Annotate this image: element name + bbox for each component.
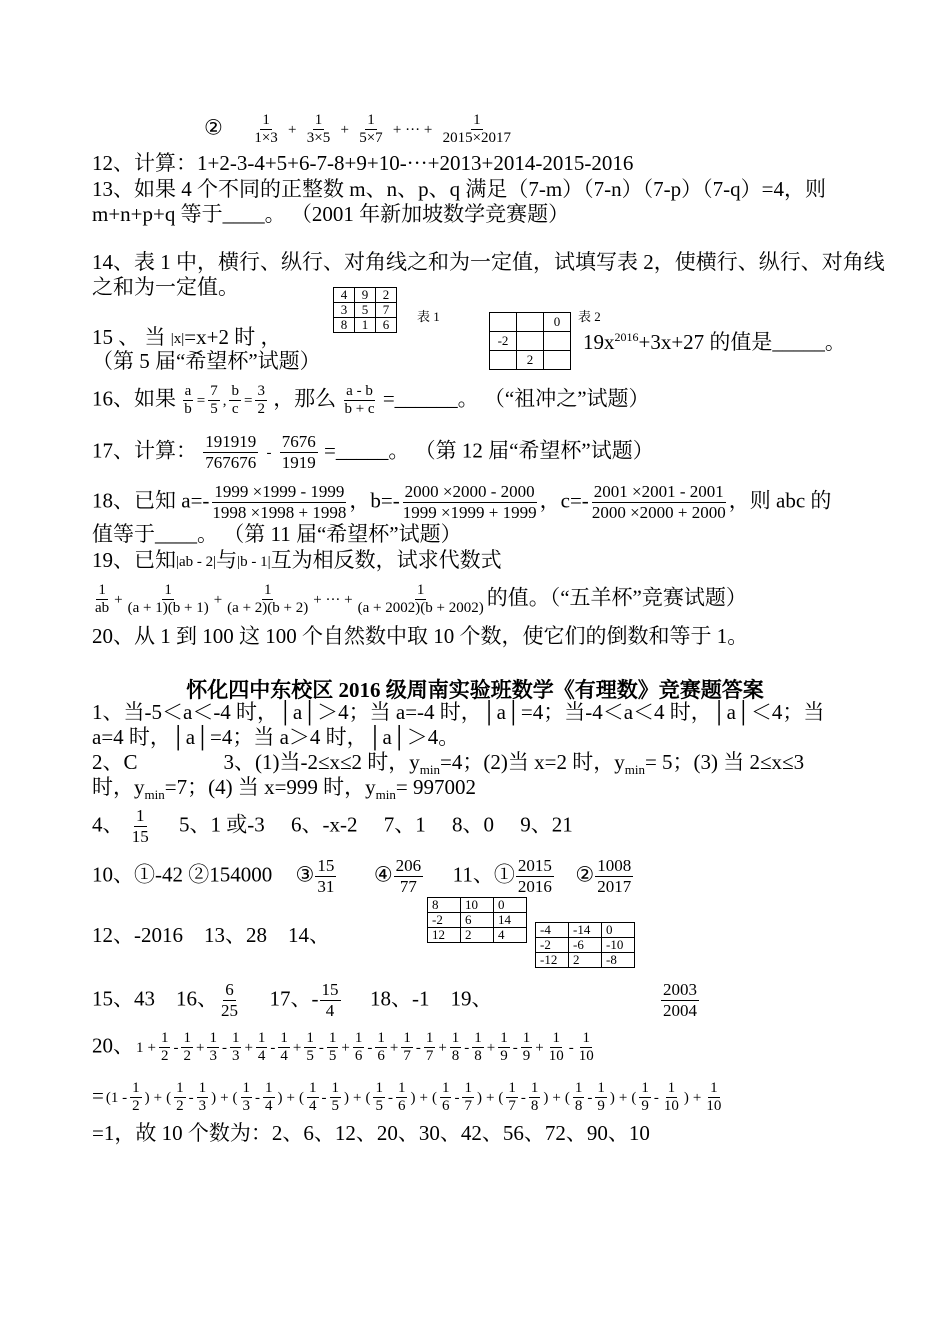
problem-16: 16、如果 $\frac{a}{b}$ = $\frac{7}{5}$ , $\frac{b}{c}$ = $\frac{3}{2}$ ，那么 $\frac{a - b}{b + c}$ =______。 （“祖冲之”试题）	[92, 383, 650, 417]
fraction: $\frac{1}{9}$	[597, 1080, 605, 1114]
operator: +	[486, 1039, 496, 1056]
operator: +	[195, 1039, 205, 1056]
fraction: $\frac{1}{10}$	[548, 1030, 564, 1064]
fraction: $\frac{1}{5}$	[306, 1030, 314, 1064]
fraction: $\frac{1}{2}$	[160, 1030, 169, 1064]
problem-14-line1: 14、表 1 中，横行、纵行、对角线之和为一定值，试填写表 2，使横行、纵行、对角线	[92, 250, 885, 274]
operator: 1	[136, 1039, 144, 1056]
answers-12-14: 12、-2016 13、28 14、	[92, 923, 330, 947]
operator: -	[270, 1039, 276, 1056]
fraction: $\frac{1}{9}$	[641, 1080, 649, 1114]
fraction: $\frac{1}{4}$	[265, 1080, 273, 1114]
fraction: $\frac{1}{8}$	[530, 1080, 539, 1114]
operator: (	[232, 1089, 238, 1106]
operator: -	[454, 1089, 460, 1106]
fraction: $\frac{1}{9}$	[522, 1030, 531, 1064]
operator: (1 -	[105, 1089, 128, 1106]
fraction: $\frac{1}{6}$	[397, 1080, 406, 1114]
fraction: $\frac{1}{6}$	[441, 1080, 450, 1114]
fraction: $\frac{1}{4}$	[257, 1030, 266, 1064]
operator: -	[653, 1089, 659, 1106]
problem-11-part-2: ② $\frac{1}{1\times 3}$ + $\frac{1}{3\times 5}$ + $\frac{1}{5\times 7}$ + ··· + $\frac{1}{2015\times 2017}$	[204, 112, 512, 146]
operator: -	[587, 1089, 593, 1106]
fraction: $\frac{1}{6}$	[377, 1030, 385, 1064]
operator: (	[166, 1089, 172, 1106]
problem-15-expression: $19x^{2016}+3x+27$ 的值是_____。	[583, 330, 846, 354]
operator: )	[543, 1089, 549, 1106]
operator: (	[498, 1089, 504, 1106]
fraction: $\frac{1}{7}$	[403, 1030, 411, 1064]
operator: -	[568, 1039, 574, 1056]
problem-18-line2: 值等于____。 （第 11 届“希望杯”试题）	[92, 522, 462, 546]
operator: -	[520, 1089, 526, 1106]
operator: )	[476, 1089, 482, 1106]
magic-square-table-1: 4 9 2 3 5 7 8 1 6	[333, 287, 397, 333]
fraction: $\frac{1}{3}$	[198, 1080, 207, 1114]
problem-20: 20、从 1 到 100 这 100 个自然数中取 10 个数，使它们的倒数和等于 1。	[92, 624, 749, 648]
problem-13-line2: m+n+p+q 等于____。 （2001 年新加坡数学竞赛题）	[92, 202, 570, 226]
fraction: $\frac{1}{8}$	[451, 1030, 460, 1064]
operator: (	[299, 1089, 304, 1106]
operator: +	[438, 1039, 447, 1056]
answer-19-fraction: $\frac{2003}{2004}$	[663, 980, 697, 1020]
operator: +	[552, 1089, 561, 1106]
answer-20-row2: = (1 - $\frac{1}{2}$ ) + ( $\frac{1}{2}$ - $\frac{1}{3}$ ) + ( $\frac{1}{3}$ - $\frac{1}{4}$ ) + ( $\frac{1}{4}$ - $\frac{1}{5}$ ) + ( $\frac{1}{5}$ - $\frac{1}{6}$ ) + ( $\frac{1}{6}$ - $\frac{1}{7}$ ) + ( $\frac{1}{7}$ - $\frac{1}{8}$ ) + ( $\frac{1}{8}$ - $\frac{1}{9}$ ) + ( $\frac{1}{9}$ - $\frac{1}{10}$ ) + $\frac{1}{10}$	[92, 1080, 722, 1114]
operator: +	[485, 1089, 495, 1106]
fraction: $\frac{1}{3}$	[231, 1030, 240, 1064]
operator: +	[353, 1089, 362, 1106]
operator: -	[464, 1039, 470, 1056]
operator: )	[277, 1089, 283, 1106]
problem-19-line1: 19、已知|ab - 2|与|b - 1|互为相反数，试求代数式	[92, 548, 502, 572]
operator: -	[387, 1089, 393, 1106]
answer-20-row1: 20、 1 + $\frac{1}{2}$ - $\frac{1}{2}$ + $\frac{1}{3}$ - $\frac{1}{3}$ + $\frac{1}{4}$ - $\frac{1}{4}$ + $\frac{1}{5}$ - $\frac{1}{5}$ + $\frac{1}{6}$ - $\frac{1}{6}$ + $\frac{1}{7}$ - $\frac{1}{7}$ + $\frac{1}{8}$ - $\frac{1}{8}$ + $\frac{1}{9}$ - $\frac{1}{9}$ + $\frac{1}{10}$ - $\frac{1}{10}$	[92, 1030, 594, 1064]
fraction: $\frac{1}{5}$	[331, 1080, 339, 1114]
operator: +	[220, 1089, 229, 1106]
fraction: $\frac{1}{8}$	[574, 1080, 583, 1114]
operator: +	[618, 1089, 628, 1106]
operator: -	[367, 1039, 373, 1056]
fraction: $\frac{1}{2}$	[176, 1080, 184, 1114]
table-2-label: 表 2	[578, 309, 601, 324]
answers-title: 怀化四中东校区 2016 级周南实验班数学《有理数》竞赛题答案	[186, 678, 764, 702]
fraction: $\frac{1}{4}$	[280, 1030, 288, 1064]
fraction: $\frac{1}{5\times 7}$	[359, 112, 383, 146]
problem-12: 12、计算：1+2-3-4+5+6-7-8+9+10-···+2013+2014-2015-2016	[92, 151, 634, 175]
fraction: $\frac{1}{8}$	[474, 1030, 482, 1064]
operator: (	[431, 1089, 437, 1106]
problem-18-line1: 18、已知 a=- $\frac{1999 \times 1999 - 1999}{1998 \times 1998 + 1998}$ ，b=- $\frac{2000 \times 2000 - 2000}{1999 \times 1999 + 1999}$ ，c=- $\frac{2001 \times 2001 - 2001}{2000 \times 2000 + 2000}$ ，则 abc 的	[92, 482, 832, 522]
magic-square-table-2: 0 -2 2	[489, 312, 571, 370]
operator: -	[415, 1039, 421, 1056]
problem-15-line1: 15 、 当 |x|=x+2 时 ，	[92, 325, 282, 349]
fraction: $\frac{1}{2015\times 2017}$	[442, 112, 512, 146]
fraction: $\frac{1}{3}$	[209, 1030, 217, 1064]
operator: )	[683, 1089, 689, 1106]
operator: (	[365, 1089, 371, 1106]
fraction: $\frac{1}{3}$	[242, 1080, 251, 1114]
fraction: $\frac{1}{10}$	[578, 1030, 594, 1064]
problem-15-line2: （第 5 届“希望杯”试题）	[92, 349, 321, 373]
problem-13-line1: 13、如果 4 个不同的正整数 m、n、p、q 满足（7-m）（7-n）（7-p）（7-q）=4，则	[92, 177, 826, 201]
operator: )	[410, 1089, 416, 1106]
fraction: $\frac{1}{5}$	[375, 1080, 383, 1114]
answers-10-11: 10、①-42 ②154000 ③ $\frac{15}{31}$ ④ $\frac{206}{77}$ 11、① $\frac{2015}{2016}$ ② $\frac{1008}{2017}$	[92, 856, 632, 896]
operator: -	[321, 1089, 327, 1106]
fraction: $\frac{1}{2}$	[183, 1030, 191, 1064]
answer-20-line3: =1，故 10 个数为：2、6、12、20、30、42、56、72、90、10	[92, 1121, 650, 1145]
operator: -	[221, 1039, 227, 1056]
fraction: $\frac{1}{4}$	[309, 1080, 317, 1114]
operator: )	[609, 1089, 615, 1106]
answer-table-2: -4 -14 0 -2 -6 -10 -12 2 -8	[535, 922, 635, 968]
table-1-label: 表 1	[417, 309, 440, 324]
fraction: $\frac{1}{7}$	[425, 1030, 434, 1064]
operator: +	[153, 1089, 163, 1106]
operator: (	[564, 1089, 570, 1106]
operator: )	[211, 1089, 217, 1106]
problem-19-line2: $\frac{1}{ab}$ + $\frac{1}{(a + 1)(b + 1)}$ + $\frac{1}{(a + 2)(b + 2)}$ + ··· + $\frac{1}{(a + 2002)(b + 2002)}$ 的值。（“五羊杯”竞赛试题）	[95, 582, 747, 616]
answer-1-line1: 1、当-5＜a＜-4 时，│a│＞4；当 a=-4 时，│a│=4；当-4＜a＜4 时，│a│＜4；当	[92, 700, 825, 724]
fraction: $\frac{1}{9}$	[500, 1030, 508, 1064]
problem-14-line2: 之和为一定值。	[92, 275, 239, 299]
operator: )	[344, 1089, 349, 1106]
fraction: $\frac{1}{10}$	[706, 1080, 722, 1114]
operator: -	[188, 1089, 194, 1106]
operator: +	[389, 1039, 399, 1056]
answer-1-line2: a=4 时，│a│=4；当 a＞4 时，│a│＞4。	[92, 725, 460, 749]
answer-2-3-line1: 2、C 3、(1)当-2≤x≤2 时，$y_{min}=4$；(2)当 x=2 时，$y_{min}= 5$；(3) 当 2≤x≤3	[92, 750, 805, 778]
operator: +	[286, 1089, 295, 1106]
operator: -	[255, 1089, 261, 1106]
problem-17: 17、计算： $\frac{191919}{767676}$ - $\frac{7676}{1919}$ =_____。 （第 12 届“希望杯”试题）	[92, 432, 654, 472]
operator: +	[535, 1039, 544, 1056]
circled-2: ②	[204, 115, 223, 140]
fraction: $\frac{1}{5}$	[328, 1030, 337, 1064]
operator: +	[147, 1039, 156, 1056]
answers-4-9: 4、 $\frac{1}{15}$ 5、1 或-3 6、-x-2 7、1 8、0 9、21	[92, 806, 573, 846]
fraction: $\frac{1}{7}$	[464, 1080, 472, 1114]
fraction: $\frac{1}{3\times 5}$	[306, 112, 331, 146]
fraction: $\frac{1}{1\times 3}$	[254, 112, 278, 146]
operator: +	[292, 1039, 302, 1056]
fraction: $\frac{1}{10}$	[663, 1080, 679, 1114]
answer-3-line2: 时，$y_{min}=7$；(4) 当 x=999 时，$y_{min}= 997002$	[92, 775, 476, 803]
operator: (	[631, 1089, 637, 1106]
operator: -	[318, 1039, 324, 1056]
answer-table-1: 8 10 0 -2 6 14 12 2 4	[427, 897, 527, 943]
fraction: $\frac{1}{6}$	[354, 1030, 363, 1064]
operator: +	[692, 1089, 702, 1106]
operator: -	[512, 1039, 518, 1056]
fraction: $\frac{1}{2}$	[132, 1080, 140, 1114]
operator: -	[173, 1039, 179, 1056]
answers-15-19: 15、43 16、 $\frac{6}{25}$ 17、- $\frac{15}{4}$ 18、-1 19、	[92, 980, 493, 1020]
operator: +	[419, 1089, 428, 1106]
operator: +	[341, 1039, 350, 1056]
operator: )	[144, 1089, 150, 1106]
fraction: $\frac{1}{7}$	[508, 1080, 516, 1114]
operator: +	[244, 1039, 253, 1056]
